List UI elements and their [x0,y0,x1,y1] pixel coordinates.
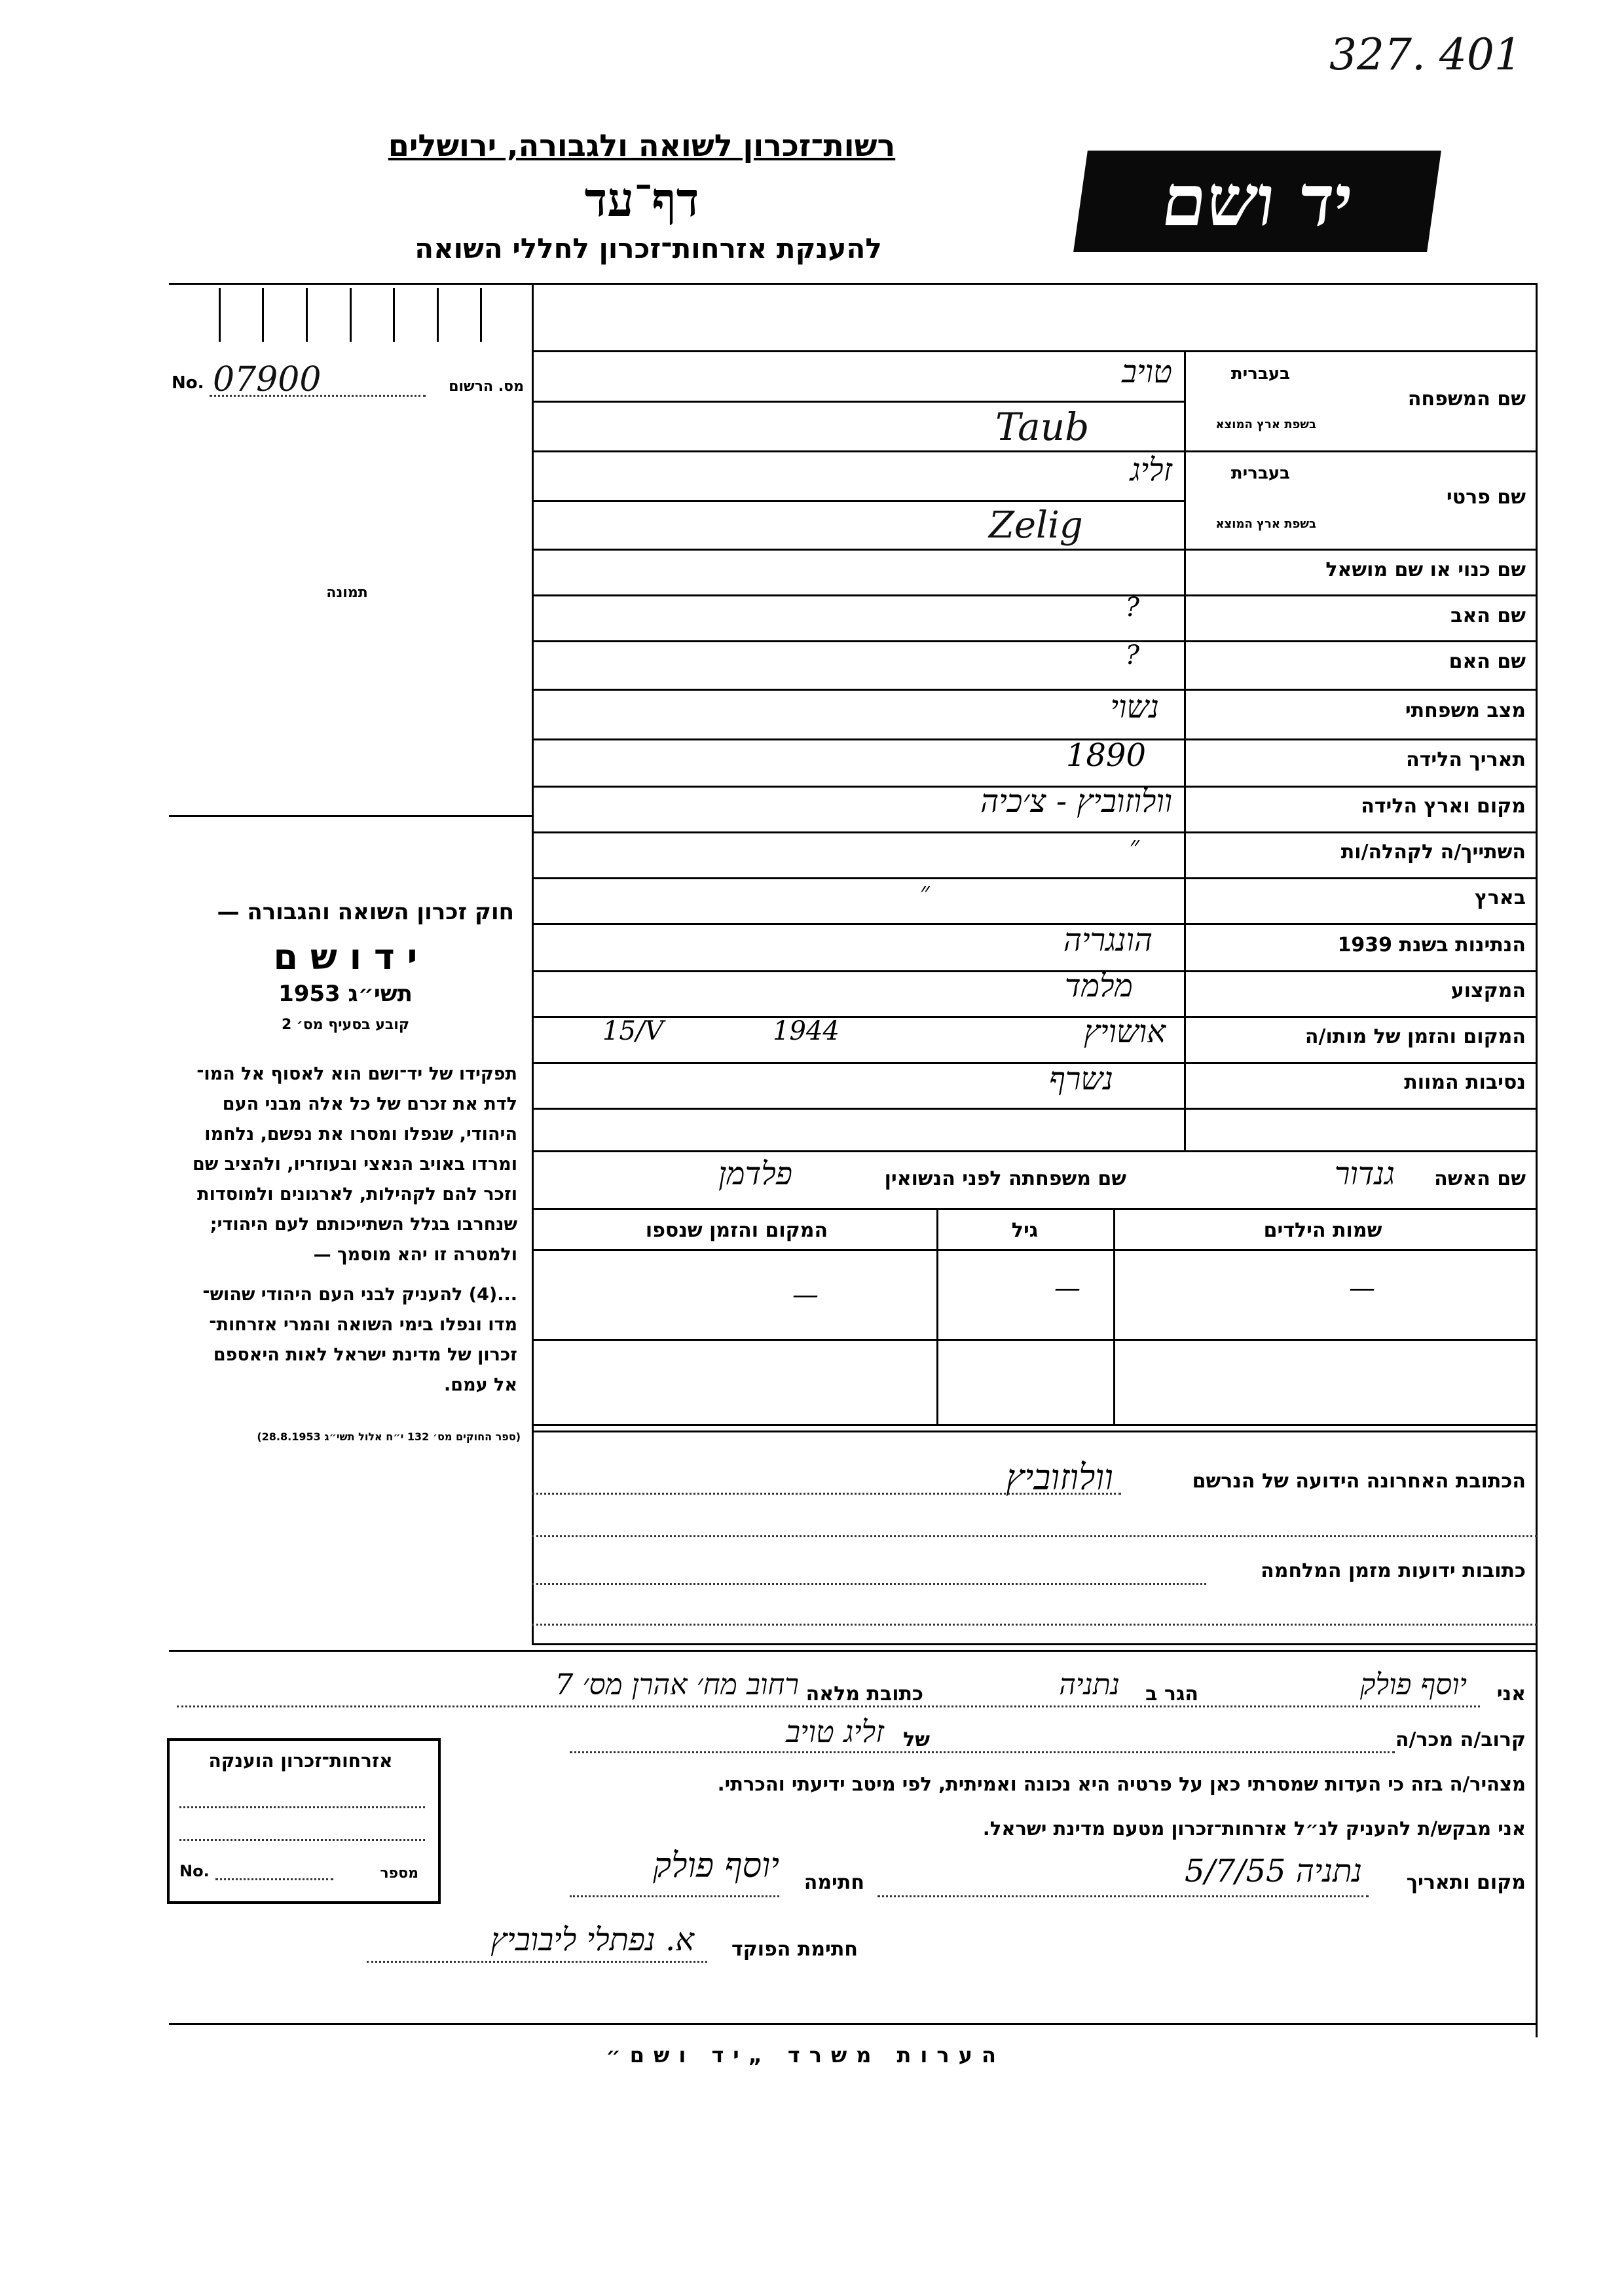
law-line: היהודי, שנפלו ומסרו את נפשם, נלחמו [204,1124,517,1144]
row-line [532,549,1537,551]
declarant-line [570,1895,779,1897]
law-line: מדו ונפלו בימי השואה והמרי אזרחות־ [209,1315,517,1335]
reg-no-value: 07900 [213,360,322,399]
family-name-label: שם המשפחה [1407,388,1526,410]
box-line [215,1878,333,1880]
address-line [532,1493,1121,1495]
death-cause-label: נסיבות המוות [1404,1071,1526,1094]
birth-date-label: תאריך הלידה [1406,748,1526,771]
children-col-divider [936,1208,938,1424]
father-label: שם האב [1450,604,1526,627]
citizenship-no-label: מספר [380,1865,418,1882]
family-name-native-value: Taub [995,405,1090,449]
law-clause: קובע בסעיף מס׳ 2 [281,1017,410,1033]
law-paragraph-1 [157,1059,517,1270]
code-boxes [177,288,524,342]
row-line [532,350,1537,352]
birth-place-label: מקום וארץ הלידה [1361,795,1526,818]
wife-value: גנדור [1334,1156,1395,1192]
row-split [532,500,1184,502]
mother-value: ? [1125,640,1139,670]
reg-no-prefix: No. [172,373,204,393]
place-date-value: נתניה 5/7/55 [1185,1853,1362,1889]
law-heading: חוק זכרון השואה והגבורה — [217,899,514,925]
death-date-value: 15/V [602,1016,664,1046]
archive-number: 327. 401 [1329,29,1522,80]
country-label: בארץ [1474,886,1526,909]
mother-label: שם האם [1449,650,1526,673]
document-title: דף־עד [584,172,699,227]
i-label: אני [1496,1683,1526,1705]
declarant-line [877,1895,1369,1897]
children-header-names: שמות הילדים [1263,1219,1382,1242]
left-separator [169,815,532,817]
officer-signature-label: חתימת הפוקד [731,1938,858,1961]
children-table-bottom [532,1424,1537,1426]
yad-vashem-logo [1073,151,1441,252]
logo-text: יד ושם [1156,160,1358,242]
address-line [532,1535,1537,1537]
footer-rule [169,2023,1538,2025]
row-line [532,877,1537,879]
law-line: ...(4) להעניק לבני העם היהודי שהוש־ [202,1285,517,1305]
profession-label: המקצוע [1450,979,1526,1002]
wife-maiden-value: פלדמן [718,1156,792,1192]
country-value: ״ [919,877,930,907]
authority-name: רשות־זכרון לשואה ולגבורה, ירושלים [388,128,896,163]
box-line [179,1839,425,1841]
last-address-label: הכתובת האחרונה הידועה של הנרשם [1192,1470,1526,1493]
wife-maiden-label: שם משפחתה לפני הנשואין [884,1167,1126,1190]
last-address-value: וולוזוביץ [1006,1457,1113,1498]
row-line [532,1108,1537,1110]
of-value: זליג טויב [786,1714,884,1749]
officer-signature-value: א. נפתלי ליבוביץ [490,1922,694,1958]
signature-value: יוסף פולק [653,1846,779,1886]
first-name-native-value: Zelig [989,504,1083,547]
law-line: תפקידו של יד־ושם הוא לאסוף אל המו־ [196,1064,517,1084]
marital-label: מצב משפחתי [1405,699,1526,722]
field-label-divider [1184,350,1186,1150]
declarant-top [169,1650,1538,1652]
family-name-native-label: בשפת ארץ המוצא [1215,418,1316,431]
residing-value: נתניה [1059,1668,1120,1702]
citizenship-no-prefix: No. [179,1862,210,1880]
children-col-divider [1113,1208,1115,1424]
row-line [532,831,1537,833]
birth-place-value: וולוזוביץ - צ׳כיה [980,783,1172,820]
row-line [532,640,1537,642]
declaration-text-2: אני מבקש/ת להעניק לנ״ל אזרחות־זכרון מטעם מדינת ישראל. [982,1817,1526,1840]
law-paragraph-2 [157,1280,517,1400]
death-cause-value: נשרף [1048,1061,1113,1097]
residing-label: הגר ב [1145,1683,1198,1705]
birth-date-value: 1890 [1065,737,1146,774]
death-year-value: 1944 [773,1016,840,1046]
declarant-line [570,1751,1395,1753]
row-line [532,594,1537,596]
declarant-line [177,1705,1480,1707]
wife-label: שם האשה [1434,1167,1526,1190]
law-line: זכרון של מדינת ישראל לאות היאספם [213,1345,517,1365]
first-name-native-label: בשפת ארץ המוצא [1215,517,1316,531]
profession-value: מלמד [1064,968,1133,1004]
law-line: ומרדו באויב הנאצי ובעוזריו, ולהציב שם [192,1154,517,1175]
nationality-label: הנתינות בשנת 1939 [1337,934,1526,957]
nationality-value: הונגריה [1063,922,1153,958]
father-value: ? [1125,592,1139,623]
declarant-line [367,1961,707,1963]
children-row-line [532,1339,1537,1341]
children-header-age: גיל [1011,1219,1039,1242]
address-line [532,1624,1537,1626]
wife-row-bottom [532,1208,1537,1210]
box-line [179,1806,425,1808]
law-year: תשי״ג 1953 [278,981,413,1007]
first-name-hebrew-value: זליג [1130,452,1172,488]
of-label: של [903,1728,930,1751]
address-bottom [532,1643,1537,1645]
marital-value: נשוי [1110,689,1159,725]
place-date-label: מקום ותאריך [1406,1871,1526,1894]
children-cell: — [792,1280,819,1310]
document-subtitle: להענקת אזרחות־זכרון לחללי השואה [415,232,882,264]
photo-label: תמונה [326,585,368,601]
row-line [532,1150,1537,1152]
death-place-time-label: המקום והזמן של מותו/ה [1304,1025,1526,1048]
signature-label: חתימה [803,1871,864,1894]
law-line: אל עמם. [444,1375,517,1395]
column-divider [532,283,534,1645]
community-value: ״ [1129,831,1139,861]
row-split [532,401,1184,403]
full-address-value: רחוב מח׳ אהרן מס׳ 7 [555,1668,799,1702]
community-label: השתייך/ה לקהלה/ות [1340,841,1526,864]
reg-no-label: מס. הרשום [449,378,524,395]
children-cell: — [1349,1273,1375,1303]
right-rule [1536,283,1538,2037]
law-source: (ספר החוקים מס׳ 132 י״ח אלול תשי״ג 28.8.1953) [257,1430,521,1443]
war-address-label: כתובות ידועות מזמן המלחמה [1261,1559,1526,1582]
children-header-bottom [532,1249,1537,1251]
relation-label: קרוב/ה מכר/ה [1395,1728,1526,1751]
first-name-hebrew-label: בעברית [1230,464,1290,483]
reg-no-line [210,395,426,397]
declaration-text-1: מצהיר/ה בזה כי העדות שמסרתי כאן על פרטיה היא נכונה ואמיתית, לפי מיטב ידיעתי והכרתי. [717,1773,1526,1795]
family-name-hebrew-label: בעברית [1230,364,1290,384]
full-address-label: כתובת מלאה [805,1683,923,1705]
children-header-place: המקום והזמן שנספו [645,1219,828,1242]
children-cell: — [1054,1273,1080,1303]
death-place-value: אושויץ [1084,1013,1166,1050]
nickname-label: שם כנוי או שם מושאל [1325,558,1526,581]
address-line [532,1583,1206,1585]
family-name-hebrew-value: טויב [1122,354,1172,390]
first-name-label: שם פרטי [1446,486,1526,509]
citizenship-box [167,1738,441,1904]
law-line: וזכר להם לקהילות, לארגונים ולמוסדות [197,1184,517,1205]
law-line: לדת את זכרם של כל אלה מבני העם [222,1094,517,1114]
top-rule [169,283,1538,285]
office-notes: הערות משרד „יד ושם״ [606,2043,1005,2068]
law-name: י ד ו ש ם [273,936,418,977]
i-value: יוסף פולק [1359,1668,1467,1702]
address-top [532,1430,1537,1432]
law-line: ולמטרה זו יהא מוסמך — [313,1245,517,1265]
law-line: שנחרבו בגלל השתייכותם לעם היהודי; [210,1214,517,1235]
citizenship-box-title: אזרחות־זכרון הוענקה [208,1750,393,1772]
